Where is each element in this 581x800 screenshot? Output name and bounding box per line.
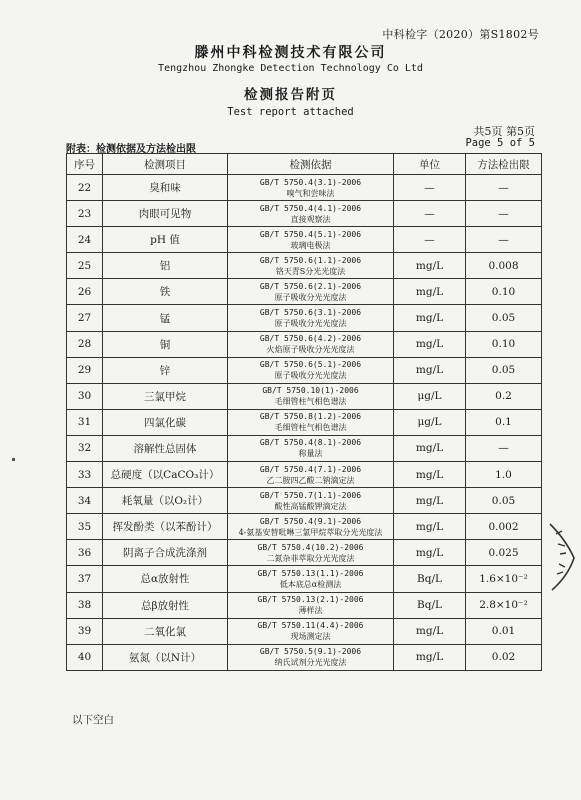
method-name: 乙二胺四乙酸二钠滴定法 (266, 475, 355, 485)
standard-code: GB/T 5750.4(8.1)-2006 (259, 438, 362, 448)
basis-cell (228, 540, 394, 566)
standard-code: GB/T 5750.6(5.1)-2006 (259, 360, 362, 370)
row-number-text: 36 (77, 546, 92, 559)
row-number-cell (67, 175, 103, 201)
unit-text: mg/L (415, 468, 444, 481)
limit-text: 0.002 (488, 520, 519, 533)
table-row (67, 331, 542, 357)
limit-cell (466, 435, 542, 461)
table-row (67, 592, 542, 618)
row-number-text: 22 (77, 181, 92, 194)
page-indicator-en: Page 5 of 5 (465, 137, 535, 149)
limit-text: — (498, 233, 509, 246)
method-name: 低本底总α检测法 (279, 579, 342, 589)
standard-code: GB/T 5750.6(2.1)-2006 (259, 281, 362, 291)
basis-cell (228, 253, 394, 279)
standard-code: GB/T 5750.13(1.1)-2006 (257, 568, 364, 578)
method-name: 直接观察法 (290, 214, 331, 224)
standard-code: GB/T 5750.6(4.2)-2006 (259, 334, 362, 344)
item-cell (103, 514, 228, 540)
margin-dot (12, 458, 15, 461)
item-cell (103, 644, 228, 670)
row-number-cell (67, 227, 103, 253)
table-row (67, 540, 542, 566)
basis-cell (228, 357, 394, 383)
item-text: 四氯化碳 (144, 416, 186, 429)
table-row (67, 357, 542, 383)
row-number-text: 25 (77, 259, 92, 272)
method-name: 毛细管柱气相色谱法 (274, 397, 347, 407)
method-name: 毛细管柱气相色谱法 (274, 423, 347, 433)
standard-code: GB/T 5750.8(1.2)-2006 (259, 412, 362, 422)
row-number-text: 37 (77, 572, 92, 585)
item-cell (103, 488, 228, 514)
table-row (67, 566, 542, 592)
item-text: 总硬度（以CaCO₃计） (110, 469, 220, 482)
unit-cell (394, 488, 466, 514)
limit-text: 0.05 (491, 494, 516, 507)
unit-cell (394, 409, 466, 435)
limit-cell (466, 644, 542, 670)
basis-cell (228, 201, 394, 227)
unit-cell (394, 383, 466, 409)
unit-cell (394, 331, 466, 357)
table-body (67, 175, 542, 671)
row-number-cell (67, 592, 103, 618)
item-cell (103, 618, 228, 644)
item-cell (103, 357, 228, 383)
row-number-cell (67, 488, 103, 514)
unit-text: — (424, 233, 435, 246)
unit-cell (394, 462, 466, 488)
basis-cell (228, 488, 394, 514)
limit-text: 0.025 (488, 546, 519, 559)
basis-cell (228, 279, 394, 305)
basis-cell (228, 383, 394, 409)
standard-code: GB/T 5750.10(1)-2006 (262, 386, 359, 396)
row-number-text: 28 (77, 338, 92, 351)
limit-cell (466, 488, 542, 514)
unit-text: μg/L (417, 416, 442, 429)
unit-cell (394, 618, 466, 644)
company-name-en: Tengzhou Zhongke Detection Technology Co Ltd (158, 63, 423, 74)
item-cell (103, 201, 228, 227)
row-number-text: 26 (77, 285, 92, 298)
method-name: 铬天青S分光光度法 (275, 266, 346, 276)
standard-code: GB/T 5750.13(2.1)-2006 (257, 595, 364, 605)
unit-cell (394, 305, 466, 331)
item-cell (103, 331, 228, 357)
basis-cell (228, 409, 394, 435)
basis-cell (228, 644, 394, 670)
basis-cell (228, 462, 394, 488)
seal-stamp (548, 520, 578, 594)
item-text: 铜 (159, 338, 171, 351)
item-cell (103, 409, 228, 435)
limit-text: 0.10 (491, 338, 516, 351)
limit-cell (466, 592, 542, 618)
item-cell (103, 462, 228, 488)
table-row (67, 462, 542, 488)
unit-text: mg/L (415, 285, 444, 298)
row-number-text: 35 (77, 520, 92, 533)
column-header-no: 序号 (67, 154, 103, 175)
item-text: 铁 (159, 286, 171, 299)
unit-text: mg/L (415, 520, 444, 533)
standard-code: GB/T 5750.5(9.1)-2006 (259, 647, 362, 657)
unit-text: mg/L (415, 259, 444, 272)
row-number-cell (67, 514, 103, 540)
limit-text: 0.2 (495, 390, 512, 403)
item-text: 挥发酚类（以苯酚计） (112, 521, 218, 534)
method-name: 称量法 (298, 449, 323, 459)
method-name: 原子吸收分光光度法 (274, 292, 347, 302)
unit-text: μg/L (417, 390, 442, 403)
method-name: 酸性高锰酸钾滴定法 (274, 501, 347, 511)
method-name: 原子吸收分光光度法 (274, 319, 347, 329)
item-cell (103, 383, 228, 409)
row-number-cell (67, 566, 103, 592)
unit-cell (394, 227, 466, 253)
row-number-text: 40 (77, 651, 92, 664)
standard-code: GB/T 5750.7(1.1)-2006 (259, 490, 362, 500)
item-text: 耗氧量（以O₂计） (121, 495, 209, 508)
row-number-text: 30 (77, 390, 92, 403)
limit-text: 0.02 (491, 651, 516, 664)
row-number-cell (67, 279, 103, 305)
limit-text: 0.008 (488, 259, 519, 272)
standard-code: GB/T 5750.4(5.1)-2006 (259, 229, 362, 239)
unit-cell (394, 540, 466, 566)
table-row (67, 253, 542, 279)
row-number-text: 34 (77, 494, 92, 507)
row-number-cell (67, 253, 103, 279)
unit-text: mg/L (415, 651, 444, 664)
row-number-cell (67, 305, 103, 331)
table-caption: 附表：检测依据及方法检出限 (66, 144, 196, 155)
limit-text: 1.6×10⁻² (479, 572, 528, 585)
limit-cell (466, 175, 542, 201)
limit-cell (466, 409, 542, 435)
unit-cell (394, 435, 466, 461)
basis-cell (228, 514, 394, 540)
column-header-limit: 方法检出限 (466, 154, 542, 175)
row-number-text: 29 (77, 364, 92, 377)
unit-text: mg/L (415, 364, 444, 377)
item-text: 三氯甲烷 (144, 390, 186, 403)
row-number-cell (67, 435, 103, 461)
item-cell (103, 253, 228, 279)
unit-cell (394, 592, 466, 618)
report-title-en: Test report attached (227, 106, 354, 118)
limit-cell (466, 462, 542, 488)
column-header-unit: 单位 (394, 154, 466, 175)
item-cell (103, 592, 228, 618)
basis-cell (228, 435, 394, 461)
unit-text: mg/L (415, 338, 444, 351)
table-row (67, 488, 542, 514)
limit-text: 0.05 (491, 364, 516, 377)
basis-cell (228, 331, 394, 357)
method-name: 火焰原子吸收分光光度法 (266, 345, 355, 355)
table-row (67, 435, 542, 461)
item-text: 阴离子合成洗涤剂 (123, 547, 207, 560)
table-row (67, 279, 542, 305)
item-cell (103, 566, 228, 592)
method-name: 薄样法 (298, 606, 323, 616)
item-cell (103, 540, 228, 566)
report-title-cn: 检测报告附页 (244, 87, 337, 103)
item-cell (103, 279, 228, 305)
unit-text: mg/L (415, 312, 444, 325)
basis-cell (228, 566, 394, 592)
standard-code: GB/T 5750.6(3.1)-2006 (259, 308, 362, 318)
limit-cell (466, 305, 542, 331)
limit-text: 2.8×10⁻² (479, 599, 528, 612)
item-text: 总β放射性 (140, 599, 190, 612)
row-number-cell (67, 618, 103, 644)
row-number-cell (67, 357, 103, 383)
unit-text: mg/L (415, 546, 444, 559)
item-cell (103, 227, 228, 253)
unit-cell (394, 253, 466, 279)
item-text: 总α放射性 (140, 573, 190, 586)
row-number-cell (67, 644, 103, 670)
table-row (67, 305, 542, 331)
method-name: 4-氨基安替吡啉三氯甲烷萃取分光光度法 (238, 527, 383, 537)
limit-cell (466, 279, 542, 305)
row-number-text: 23 (77, 207, 92, 220)
limit-cell (466, 201, 542, 227)
method-name: 纳氏试剂分光光度法 (274, 658, 347, 668)
item-text: 溶解性总固体 (133, 442, 197, 455)
limit-cell (466, 566, 542, 592)
basis-cell (228, 227, 394, 253)
limit-text: 0.1 (495, 416, 512, 429)
row-number-text: 24 (77, 233, 92, 246)
method-name: 原子吸收分光光度法 (274, 371, 347, 381)
limit-cell (466, 253, 542, 279)
item-text: 锌 (159, 364, 171, 377)
table-row (67, 514, 542, 540)
unit-cell (394, 644, 466, 670)
row-number-cell (67, 383, 103, 409)
table-row (67, 383, 542, 409)
limit-cell (466, 618, 542, 644)
report-number: 中科检字（2020）第S1802号 (382, 28, 539, 41)
standard-code: GB/T 5750.4(4.1)-2006 (259, 203, 362, 213)
limit-cell (466, 540, 542, 566)
method-name: 嗅气和尝味法 (286, 188, 335, 198)
basis-cell (228, 305, 394, 331)
limit-cell (466, 383, 542, 409)
method-name: 玻璃电极法 (290, 240, 331, 250)
unit-text: mg/L (415, 625, 444, 638)
row-number-cell (67, 409, 103, 435)
basis-cell (228, 175, 394, 201)
limit-cell (466, 227, 542, 253)
standard-code: GB/T 5750.4(10.2)-2006 (257, 542, 364, 552)
limit-text: — (498, 181, 509, 194)
item-text: 臭和味 (149, 182, 181, 195)
basis-cell (228, 592, 394, 618)
table-header-row (67, 154, 542, 175)
limit-text: — (498, 442, 509, 455)
table-row (67, 618, 542, 644)
standard-code: GB/T 5750.4(9.1)-2006 (259, 516, 362, 526)
row-number-cell (67, 462, 103, 488)
row-number-text: 39 (77, 625, 92, 638)
company-name-cn: 滕州中科检测技术有限公司 (194, 45, 387, 61)
item-text: 氨氮（以N计） (128, 651, 202, 664)
unit-text: mg/L (415, 494, 444, 507)
blank-below-note: 以下空白 (72, 714, 114, 726)
unit-cell (394, 201, 466, 227)
column-header-item: 检测项目 (103, 154, 228, 175)
item-cell (103, 305, 228, 331)
table-row (67, 175, 542, 201)
method-name: 现场测定法 (290, 632, 331, 642)
standard-code: GB/T 5750.11(4.4)-2006 (257, 621, 364, 631)
item-cell (103, 175, 228, 201)
standard-code: GB/T 5750.4(7.1)-2006 (259, 464, 362, 474)
table-row (67, 227, 542, 253)
limit-cell (466, 357, 542, 383)
limit-cell (466, 514, 542, 540)
unit-text: Bq/L (417, 572, 442, 585)
item-text: 肉眼可见物 (138, 208, 192, 221)
unit-text: mg/L (415, 442, 444, 455)
row-number-text: 27 (77, 312, 92, 325)
row-number-text: 32 (77, 442, 92, 455)
basis-cell (228, 618, 394, 644)
row-number-cell (67, 331, 103, 357)
item-text: 二氧化氯 (144, 625, 186, 638)
table-row (67, 201, 542, 227)
item-cell (103, 435, 228, 461)
unit-text: — (424, 207, 435, 220)
unit-cell (394, 357, 466, 383)
limit-text: 0.10 (491, 285, 516, 298)
method-name: 二氮杂菲萃取分光光度法 (266, 553, 355, 563)
row-number-cell (67, 540, 103, 566)
column-header-basis: 检测依据 (228, 154, 394, 175)
table-row (67, 644, 542, 670)
row-number-cell (67, 201, 103, 227)
detection-basis-table (66, 153, 542, 671)
item-text: pH 值 (150, 234, 180, 247)
row-number-text: 38 (77, 599, 92, 612)
table-row (67, 409, 542, 435)
item-text: 锰 (159, 312, 171, 325)
row-number-text: 31 (77, 416, 92, 429)
limit-text: 0.05 (491, 312, 516, 325)
limit-text: — (498, 207, 509, 220)
standard-code: GB/T 5750.6(1.1)-2006 (259, 255, 362, 265)
page-indicator-cn: 共5页 第5页 (473, 125, 535, 138)
unit-cell (394, 566, 466, 592)
unit-text: Bq/L (417, 599, 442, 612)
item-text: 铝 (159, 260, 171, 273)
unit-cell (394, 514, 466, 540)
standard-code: GB/T 5750.4(3.1)-2006 (259, 177, 362, 187)
limit-cell (466, 331, 542, 357)
limit-text: 1.0 (495, 468, 512, 481)
unit-cell (394, 175, 466, 201)
unit-cell (394, 279, 466, 305)
unit-text: — (424, 181, 435, 194)
limit-text: 0.01 (491, 625, 516, 638)
row-number-text: 33 (77, 468, 92, 481)
